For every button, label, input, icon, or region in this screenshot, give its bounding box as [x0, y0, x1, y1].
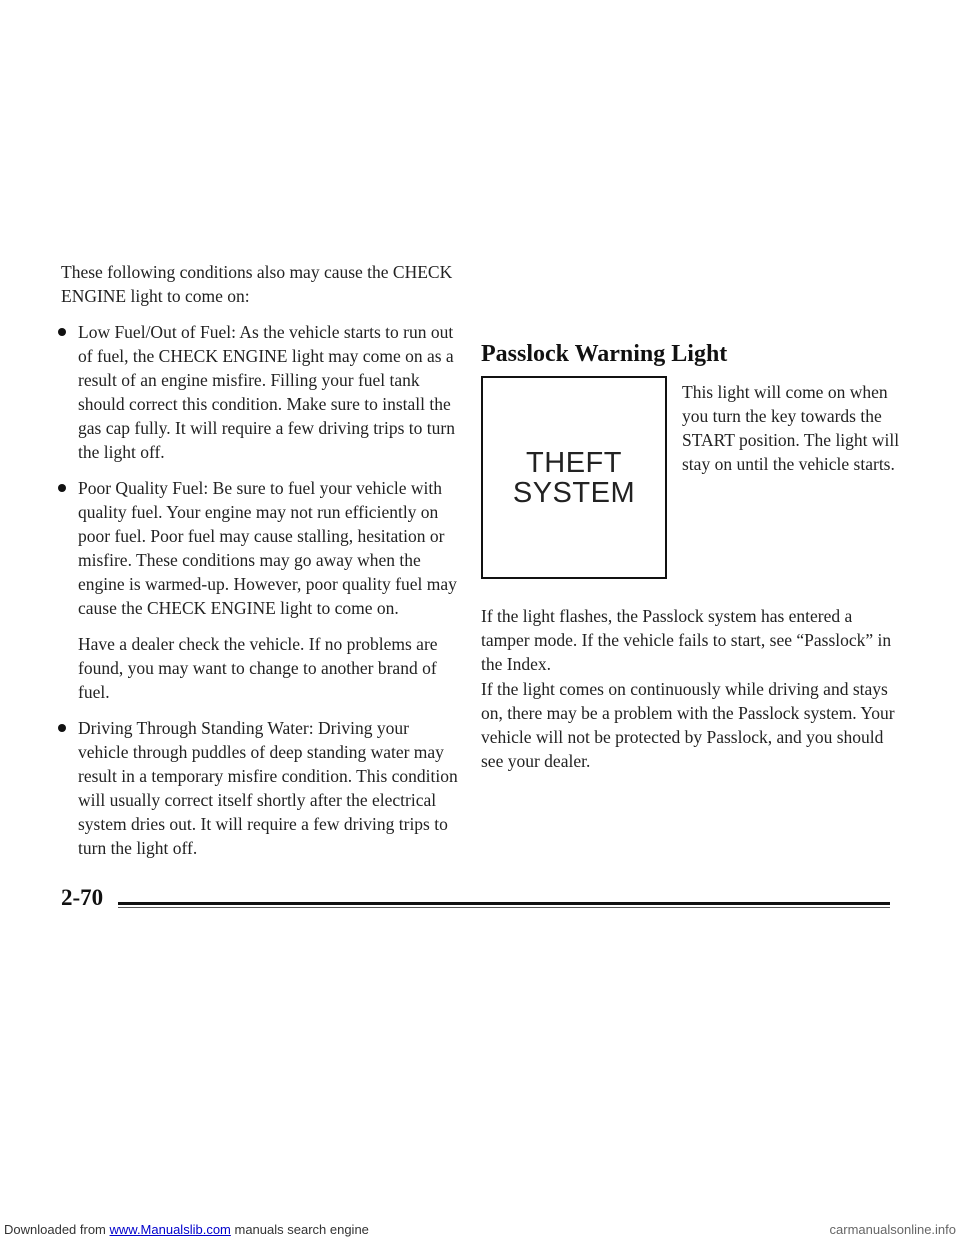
download-footer	[0, 1220, 960, 1240]
bullet-icon	[58, 328, 66, 336]
theft-system-symbol	[481, 376, 667, 579]
section-heading: Passlock Warning Light	[481, 341, 728, 367]
bullet-poor-quality-fuel	[61, 476, 461, 620]
bullet-icon	[58, 484, 66, 492]
footer-prefix: Downloaded from	[4, 1222, 110, 1237]
watermark: carmanualsonline.info	[829, 1222, 956, 1237]
footer-suffix: manuals search engine	[230, 1222, 369, 1237]
symbol-line-1: THEFT	[526, 446, 622, 479]
bullet-text: Low Fuel/Out of Fuel: As the vehicle starts to run out of fuel, the CHECK ENGINE light may come on as a result of an engine misfire. Filling your fuel tank should correct this condition. Make sure to install the gas cap fully. It will require a few driving trips to turn the light off.	[78, 322, 455, 462]
symbol-line-2: SYSTEM	[512, 476, 636, 509]
page-number: 2-70	[61, 885, 104, 910]
bullet-icon	[58, 724, 66, 732]
footer-source	[4, 1220, 369, 1240]
footer-rule-thin	[118, 907, 890, 908]
manualslib-link[interactable]: www.Manualslib.com	[109, 1222, 231, 1237]
intro-paragraph: These following conditions also may cause the CHECK ENGINE light to come on:	[61, 262, 453, 306]
flashing-light-paragraph: If the light flashes, the Passlock system has entered a tamper mode. If the vehicle fails to start, see “Passlock” in the Index.	[481, 606, 892, 674]
bullet-text: Driving Through Standing Water: Driving your vehicle through puddles of deep standing water may result in a temporary misfire condition. This condition will usually correct itself shortly after the electrical system dries out. It will require a few driving trips to turn the light off.	[78, 718, 458, 858]
continuous-light-paragraph: If the light comes on continuously while driving and stays on, there may be a problem with the Passlock system. Your vehicle will not be protected by Passlock, and you should see your dealer.	[481, 679, 895, 771]
dealer-check-paragraph: Have a dealer check the vehicle. If no problems are found, you may want to change to another brand of fuel.	[78, 634, 438, 702]
bullet-text: Poor Quality Fuel: Be sure to fuel your vehicle with quality fuel. Your engine may not run efficiently on poor fuel. Poor fuel may cause stalling, hesitation or misfire. These conditions may go away when the engine is warmed-up. However, poor quality fuel may cause the CHECK ENGINE light to come on.	[78, 478, 457, 618]
footer-rule	[118, 902, 890, 905]
bullet-standing-water	[61, 716, 461, 860]
bullet-low-fuel	[61, 320, 461, 464]
left-column	[61, 260, 461, 872]
symbol-description: This light will come on when you turn the key towards the START position. The light will stay on until the vehicle starts.	[682, 382, 900, 474]
